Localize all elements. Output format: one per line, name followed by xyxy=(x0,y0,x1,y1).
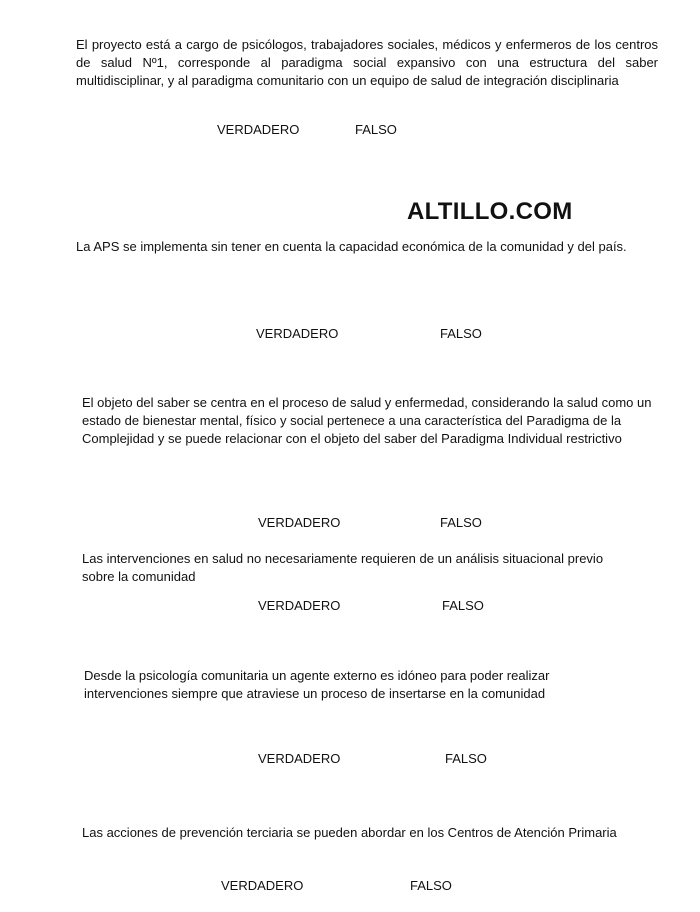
question-3-true-option[interactable]: VERDADERO xyxy=(258,515,341,530)
question-6-text: Las acciones de prevención terciaria se pueden abordar en los Centros de Atención Primaria xyxy=(82,825,617,840)
question-5-true-option[interactable]: VERDADERO xyxy=(258,751,341,766)
question-4-true-option[interactable]: VERDADERO xyxy=(258,598,341,613)
question-5-false-option[interactable]: FALSO xyxy=(445,751,487,766)
question-2-false-option[interactable]: FALSO xyxy=(440,326,482,341)
question-6-false-option[interactable]: FALSO xyxy=(410,878,452,893)
watermark: ALTILLO.COM xyxy=(407,198,573,225)
question-4-false-option[interactable]: FALSO xyxy=(442,598,484,613)
question-1-false-option[interactable]: FALSO xyxy=(355,122,397,137)
question-2-text: La APS se implementa sin tener en cuenta la capacidad económica de la comunidad y del país. xyxy=(76,239,627,254)
question-2-true-option[interactable]: VERDADERO xyxy=(256,326,339,341)
question-1-text: El proyecto está a cargo de psicólogos, trabajadores sociales, médicos y enfermeros de los centros de salud Nº1, corresponde al paradigma social expansivo con una estructura del saber multidisciplinar, y al paradigma comunitario con un equipo de salud de integración disciplinaria xyxy=(76,37,658,88)
question-6-true-option[interactable]: VERDADERO xyxy=(221,878,304,893)
question-5-text: Desde la psicología comunitaria un agente externo es idóneo para poder realizar intervenciones siempre que atraviese un proceso de insertarse en la comunidad xyxy=(84,668,550,701)
question-1-true-option[interactable]: VERDADERO xyxy=(217,122,300,137)
question-4-text: Las intervenciones en salud no necesariamente requieren de un análisis situacional previo sobre la comunidad xyxy=(82,551,604,584)
question-3-text: El objeto del saber se centra en el proceso de salud y enfermedad, considerando la salud como un estado de bienestar mental, físico y social pertenece a una característica del Paradigma de la Complejidad y se puede relacionar con el objeto del saber del Paradigma Individual restrictivo xyxy=(82,395,652,446)
question-3-false-option[interactable]: FALSO xyxy=(440,515,482,530)
